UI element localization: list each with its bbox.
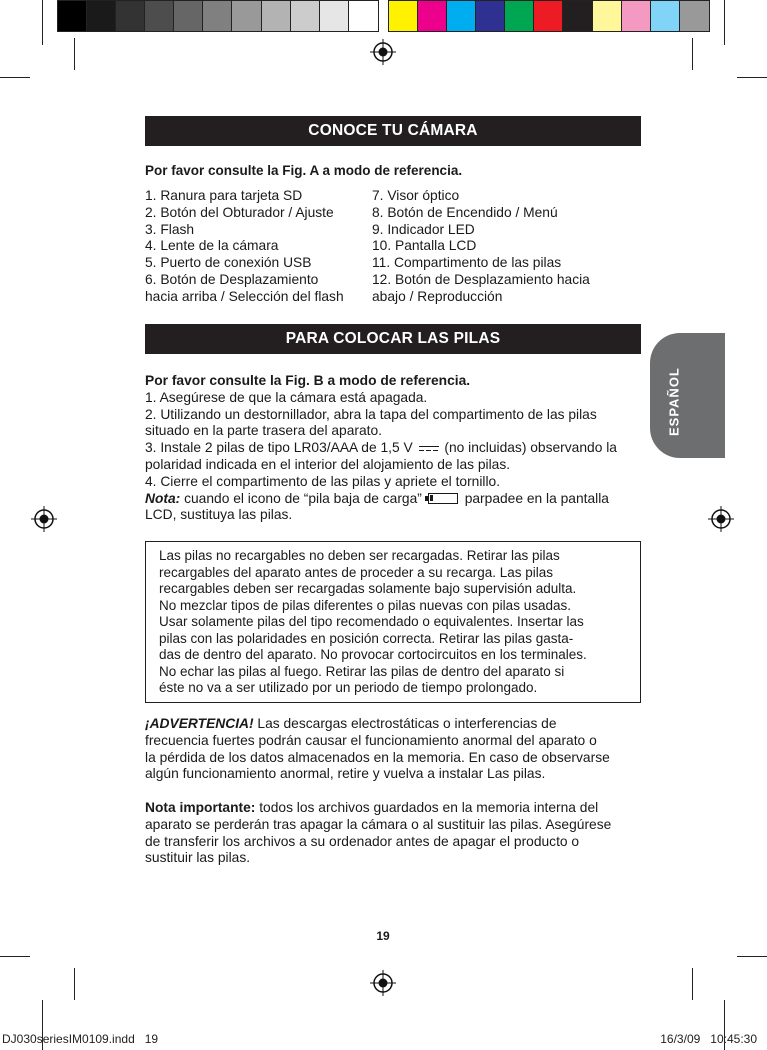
safety-line: das de dentro del aparato. No provocar cortocircuitos en los terminales. bbox=[159, 647, 587, 662]
note-label: Nota: bbox=[145, 490, 181, 506]
crop-mark bbox=[74, 38, 75, 70]
color-swatch bbox=[291, 1, 320, 31]
crop-mark bbox=[42, 0, 43, 45]
note-text: cuando el icono de “pila baja de carga” bbox=[180, 490, 422, 506]
battery-instructions bbox=[145, 373, 642, 524]
crop-mark bbox=[692, 38, 693, 70]
color-swatch bbox=[389, 1, 418, 31]
language-tab bbox=[650, 333, 725, 458]
safety-line: éste no va a ser utilizado por un periodo de tiempo prolongado. bbox=[159, 680, 538, 695]
registration-mark-icon bbox=[31, 506, 57, 532]
safety-line: No echar las pilas al fuego. Retirar las pilas de dentro del aparato si bbox=[159, 663, 565, 679]
list-item: 11. Compartimento de las pilas bbox=[372, 255, 562, 271]
color-swatch bbox=[320, 1, 349, 31]
note-line: de transferir los archivos a su ordenador antes de apagar el producto o bbox=[145, 833, 580, 849]
color-swatch bbox=[476, 1, 505, 31]
color-swatch bbox=[563, 1, 592, 31]
crop-mark bbox=[0, 956, 30, 957]
step-3-cont: polaridad indicada en el interior del alojamiento de las pilas. bbox=[145, 456, 511, 472]
warning-line: algún funcionamiento anormal, retire y vuelva a instalar Las pilas. bbox=[145, 766, 546, 782]
color-swatch bbox=[534, 1, 563, 31]
section-title: CONOCE TU CÁMARA bbox=[308, 122, 478, 139]
color-swatch bbox=[145, 1, 174, 31]
safety-line: Las pilas no recargables no deben ser recargadas. Retirar las pilas bbox=[159, 548, 560, 563]
list-item: 8. Botón de Encendido / Menú bbox=[372, 204, 558, 220]
file-slug: DJ030seriesIM0109.indd 19 bbox=[2, 1032, 159, 1046]
list-item: 4. Lente de la cámara bbox=[145, 238, 279, 254]
warning-label: ¡ADVERTENCIA! bbox=[145, 716, 254, 731]
color-swatch bbox=[87, 1, 116, 31]
color-swatch bbox=[262, 1, 291, 31]
list-item: hacia arriba / Selección del flash bbox=[145, 288, 344, 304]
color-swatch bbox=[349, 1, 378, 31]
color-swatch bbox=[680, 1, 709, 31]
battery-note-cont: LCD, sustituya las pilas. bbox=[145, 507, 293, 523]
section-header-conoce-tu-camara bbox=[145, 116, 641, 146]
note-line: aparato se perderán tras apagar la cámara o al sustituir las pilas. Asegúrese bbox=[145, 816, 612, 832]
color-swatch bbox=[203, 1, 232, 31]
page-number: 19 bbox=[376, 929, 390, 943]
color-swatch bbox=[58, 1, 87, 31]
list-item: 1. Ranura para tarjeta SD bbox=[145, 188, 303, 203]
color-swatch bbox=[447, 1, 476, 31]
esd-warning bbox=[145, 716, 642, 783]
section-title: PARA COLOCAR LAS PILAS bbox=[285, 330, 501, 347]
list-item: 12. Botón de Desplazamiento hacia bbox=[372, 271, 590, 287]
step-1: 1. Asegúrese de que la cámara está apagada. bbox=[145, 389, 428, 405]
low-battery-icon bbox=[428, 493, 458, 504]
color-swatch bbox=[232, 1, 261, 31]
list-item: 6. Botón de Desplazamiento bbox=[145, 271, 319, 287]
important-note-text: todos los archivos guardados en la memoria interna del bbox=[255, 800, 599, 815]
list-item: 9. Indicador LED bbox=[372, 221, 475, 237]
note-line bbox=[145, 800, 642, 817]
language-tab-label: ESPAÑOL bbox=[666, 367, 682, 437]
list-item: 10. Pantalla LCD bbox=[372, 238, 477, 254]
parts-list-right bbox=[372, 188, 590, 306]
date-slug: 16/3/09 10:45:30 bbox=[660, 1032, 757, 1046]
crop-mark bbox=[0, 77, 30, 78]
safety-line: pilas con las polaridades en posición correcta. Retirar las pilas gasta- bbox=[159, 630, 574, 646]
list-item: abajo / Reproducción bbox=[372, 288, 503, 304]
crop-mark bbox=[737, 77, 767, 78]
important-note-label: Nota importante: bbox=[145, 800, 256, 815]
section-intro: Por favor consulte la Fig. A a modo de referencia. bbox=[145, 163, 463, 178]
section-header-colocar-pilas bbox=[145, 324, 641, 354]
important-note bbox=[145, 800, 642, 867]
grayscale-color-bar bbox=[57, 0, 379, 32]
step-4: 4. Cierre el compartimento de las pilas y apriete el tornillo. bbox=[145, 473, 501, 489]
list-item: 5. Puerto de conexión USB bbox=[145, 255, 312, 271]
process-color-bar bbox=[388, 0, 710, 32]
crop-mark bbox=[737, 956, 767, 957]
step-3-text-b: (no incluidas) observando la bbox=[444, 440, 617, 456]
list-item: 3. Flash bbox=[145, 221, 195, 237]
note-line: sustituir las pilas. bbox=[145, 850, 251, 866]
safety-line: recargables del aparato antes de proceder a su recarga. Las pilas bbox=[159, 564, 553, 580]
direct-current-icon bbox=[419, 444, 439, 454]
list-item: 2. Botón del Obturador / Ajuste bbox=[145, 204, 334, 220]
warning-text: Las descargas electrostáticas o interferencias de bbox=[253, 716, 557, 731]
crop-mark bbox=[692, 968, 693, 1000]
battery-note bbox=[145, 491, 642, 508]
color-swatch bbox=[622, 1, 651, 31]
section-intro: Por favor consulte la Fig. B a modo de referencia. bbox=[145, 373, 471, 388]
color-swatch bbox=[593, 1, 622, 31]
safety-line: recargables deben ser recargadas solamente bajo supervisión adulta. bbox=[159, 581, 577, 596]
note-text-b: parpadee en la pantalla bbox=[460, 490, 609, 506]
warning-line: frecuencia fuertes podrán causar el funcionamiento anormal del aparato o bbox=[145, 732, 597, 748]
step-3-text: 3. Instale 2 pilas de tipo LR03/AAA de 1,5 V bbox=[145, 440, 413, 456]
crop-mark bbox=[724, 0, 725, 45]
battery-safety-box bbox=[145, 541, 641, 703]
step-2-cont: situado en la parte trasera del aparato. bbox=[145, 423, 382, 439]
registration-mark-icon bbox=[370, 970, 396, 996]
step-2: 2. Utilizando un destornillador, abra la tapa del compartimento de las pilas bbox=[145, 406, 597, 422]
color-swatch bbox=[505, 1, 534, 31]
warning-line: la pérdida de los datos almacenados en la memoria. En caso de observarse bbox=[145, 749, 610, 765]
warning-line bbox=[145, 716, 642, 733]
registration-mark-icon bbox=[708, 506, 734, 532]
color-swatch bbox=[116, 1, 145, 31]
registration-mark-icon bbox=[370, 39, 396, 65]
color-swatch bbox=[174, 1, 203, 31]
parts-list-left bbox=[145, 188, 344, 306]
crop-mark bbox=[74, 968, 75, 1000]
color-swatch bbox=[651, 1, 680, 31]
safety-line: Usar solamente pilas del tipo recomendado o equivalentes. Insertar las bbox=[159, 614, 584, 629]
color-swatch bbox=[418, 1, 447, 31]
step-3 bbox=[145, 440, 642, 457]
safety-line: No mezclar tipos de pilas diferentes o pilas nuevas con pilas usadas. bbox=[159, 597, 571, 613]
list-item: 7. Visor óptico bbox=[372, 188, 460, 203]
